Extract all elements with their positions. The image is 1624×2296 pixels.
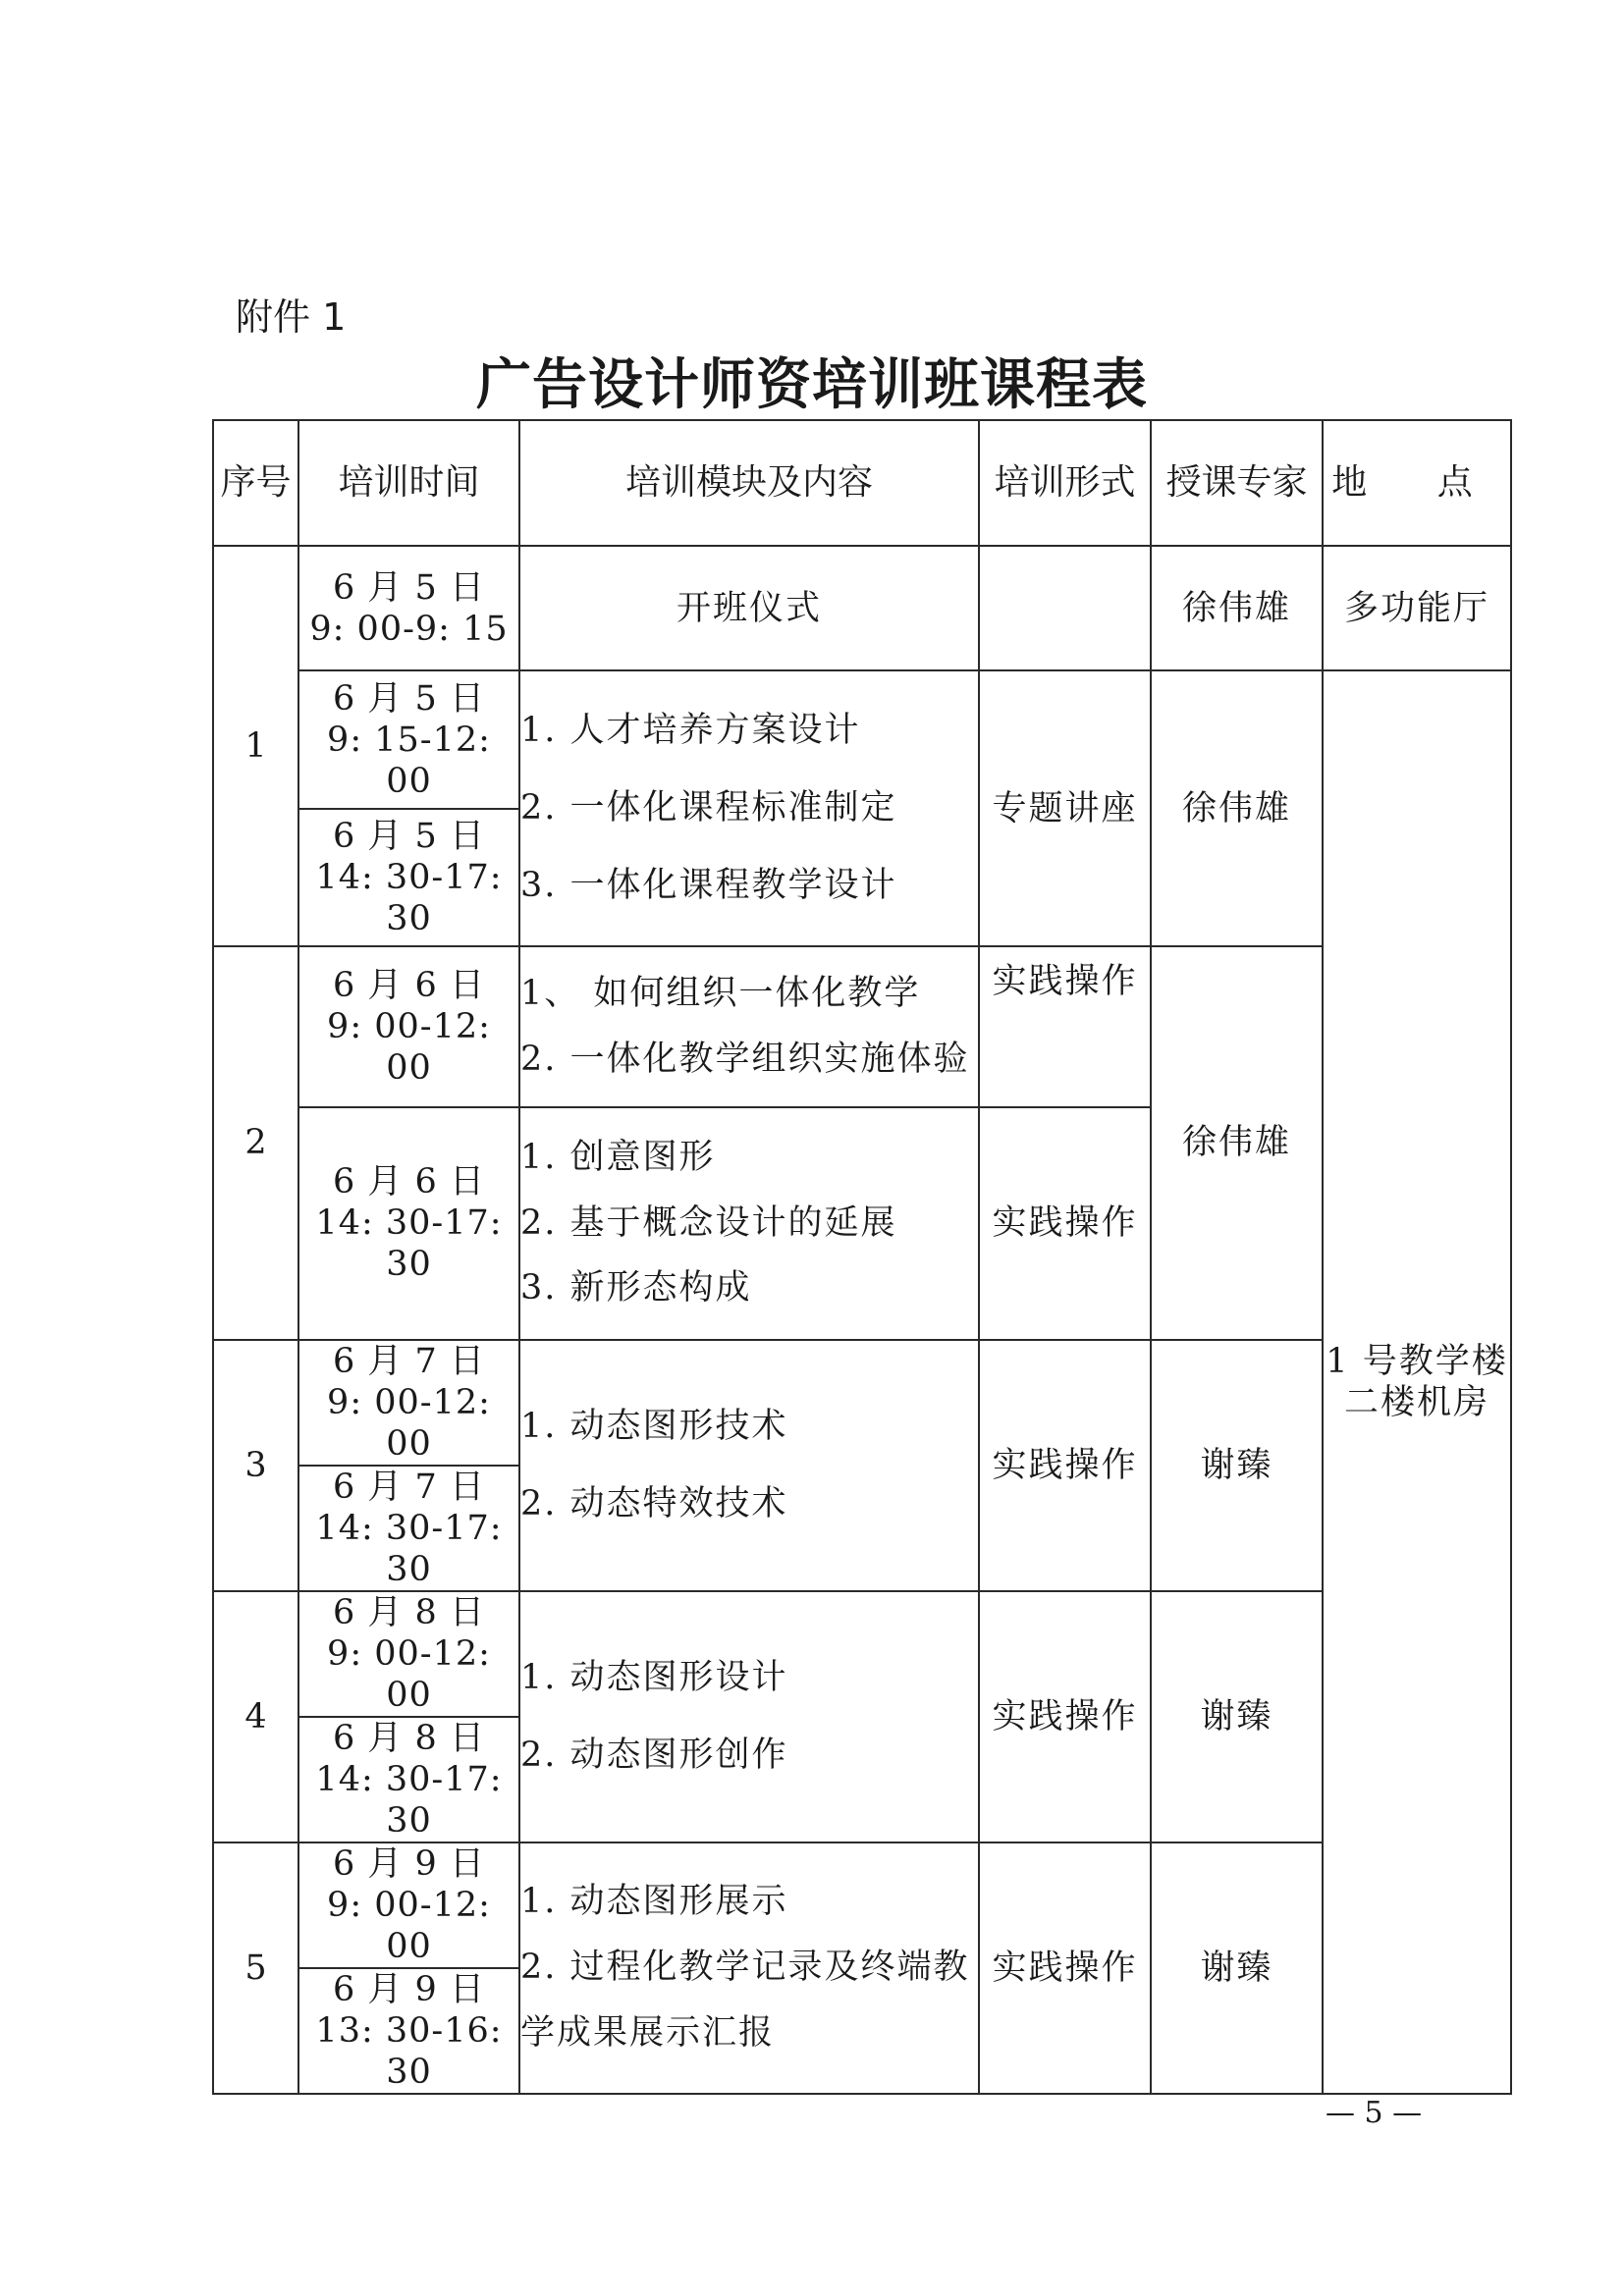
time-cell xyxy=(298,809,519,946)
location-line: 1 号教学楼 xyxy=(1326,1341,1508,1381)
time-hours: 9: 00-12: 00 xyxy=(327,1006,491,1088)
time-hours: 9: 00-12: 00 xyxy=(327,1885,491,1966)
page-title: 广告设计师资培训班课程表 xyxy=(476,353,1148,417)
expert-cell: 谢臻 xyxy=(1151,1842,1323,2094)
expert-cell: 徐伟雄 xyxy=(1151,546,1323,670)
table-header-row xyxy=(213,420,1511,546)
time-cell xyxy=(298,1340,519,1466)
header-location: 地 点 xyxy=(1323,420,1511,546)
time-cell xyxy=(298,670,519,809)
time-cell xyxy=(298,1107,519,1340)
time-hours: 14: 30-17: 30 xyxy=(315,1508,503,1589)
header-expert: 授课专家 xyxy=(1151,420,1323,546)
table-row xyxy=(213,1591,1511,1717)
seq-cell: 3 xyxy=(213,1340,298,1591)
time-date: 6 月 8 日 xyxy=(333,1592,485,1632)
content-cell xyxy=(519,1842,979,2094)
header-time: 培训时间 xyxy=(298,420,519,546)
time-date: 6 月 7 日 xyxy=(333,1341,485,1381)
expert-cell: 徐伟雄 xyxy=(1151,670,1323,946)
format-cell: 实践操作 xyxy=(979,1107,1151,1340)
time-cell xyxy=(298,1466,519,1591)
expert-cell: 谢臻 xyxy=(1151,1591,1323,1842)
content-line: 1. 动态图形设计 xyxy=(520,1657,788,1697)
attachment-label: 附件 1 xyxy=(236,295,347,339)
content-line: 1. 创意图形 xyxy=(520,1137,716,1177)
time-cell xyxy=(298,946,519,1107)
expert-cell: 谢臻 xyxy=(1151,1340,1323,1591)
content-cell xyxy=(519,1340,979,1591)
format-cell xyxy=(979,546,1151,670)
format-cell: 专题讲座 xyxy=(979,670,1151,946)
time-date: 6 月 9 日 xyxy=(333,1969,485,2009)
location-cell: 多功能厅 xyxy=(1323,546,1511,670)
time-date: 6 月 5 日 xyxy=(333,678,485,719)
seq-cell: 2 xyxy=(213,946,298,1340)
format-cell: 实践操作 xyxy=(979,946,1151,1107)
content-line: 1. 动态图形展示 xyxy=(520,1882,788,1922)
time-date: 6 月 5 日 xyxy=(333,817,485,856)
seq-cell: 1 xyxy=(213,546,298,946)
header-seq: 序号 xyxy=(213,420,298,546)
content-line: 2. 动态图形创作 xyxy=(520,1735,788,1775)
content-line: 2. 过程化教学记录及终端教 xyxy=(520,1948,970,1988)
main-location-cell xyxy=(1323,670,1511,2094)
content-line: 1、 如何组织一体化教学 xyxy=(520,974,921,1013)
time-date: 6 月 5 日 xyxy=(333,567,485,608)
time-hours: 9: 15-12: 00 xyxy=(327,720,491,801)
content-line: 2. 基于概念设计的延展 xyxy=(520,1202,897,1243)
table-row xyxy=(213,1842,1511,1968)
table-row xyxy=(213,670,1511,809)
content-line: 1. 人才培养方案设计 xyxy=(520,711,861,751)
page-number: — 5 — xyxy=(1326,2096,1423,2130)
header-format: 培训形式 xyxy=(979,420,1151,546)
content-line: 3. 一体化课程教学设计 xyxy=(520,865,897,905)
content-line: 学成果展示汇报 xyxy=(520,2012,776,2053)
content-line: 3. 新形态构成 xyxy=(520,1268,752,1308)
time-cell xyxy=(298,1968,519,2094)
location-line: 二楼机房 xyxy=(1343,1382,1489,1422)
format-cell: 实践操作 xyxy=(979,1842,1151,2094)
content-line: 2. 动态特效技术 xyxy=(520,1483,788,1523)
format-cell: 实践操作 xyxy=(979,1591,1151,1842)
time-hours: 9: 00-12: 00 xyxy=(327,1382,491,1464)
time-date: 6 月 6 日 xyxy=(333,965,485,1005)
time-cell xyxy=(298,1717,519,1842)
time-hours: 9: 00-9: 15 xyxy=(309,609,509,649)
table-row xyxy=(213,1340,1511,1466)
time-date: 6 月 8 日 xyxy=(333,1718,485,1758)
time-cell xyxy=(298,1591,519,1717)
time-cell xyxy=(298,1842,519,1968)
content-line: 2. 一体化课程标准制定 xyxy=(520,788,897,828)
time-date: 6 月 7 日 xyxy=(333,1467,485,1507)
seq-cell: 5 xyxy=(213,1842,298,2094)
table-row xyxy=(213,546,1511,670)
time-hours: 14: 30-17: 30 xyxy=(315,858,503,938)
expert-cell: 徐伟雄 xyxy=(1151,946,1323,1340)
header-content: 培训模块及内容 xyxy=(519,420,979,546)
content-line: 1. 动态图形技术 xyxy=(520,1406,788,1446)
time-hours: 14: 30-17: 30 xyxy=(315,1203,503,1284)
content-cell xyxy=(519,1591,979,1842)
content-line: 2. 一体化教学组织实施体验 xyxy=(520,1039,970,1079)
seq-cell: 4 xyxy=(213,1591,298,1842)
format-cell: 实践操作 xyxy=(979,1340,1151,1591)
content-cell xyxy=(519,670,979,946)
time-date: 6 月 6 日 xyxy=(333,1162,485,1201)
time-cell xyxy=(298,546,519,670)
time-hours: 14: 30-17: 30 xyxy=(315,1759,503,1841)
schedule-table xyxy=(212,419,1512,2095)
time-date: 6 月 9 日 xyxy=(333,1843,485,1884)
content-cell: 开班仪式 xyxy=(519,546,979,670)
table-row xyxy=(213,946,1511,1107)
time-hours: 13: 30-16: 30 xyxy=(315,2010,503,2092)
time-hours: 9: 00-12: 00 xyxy=(327,1633,491,1715)
content-cell xyxy=(519,946,979,1107)
content-cell xyxy=(519,1107,979,1340)
